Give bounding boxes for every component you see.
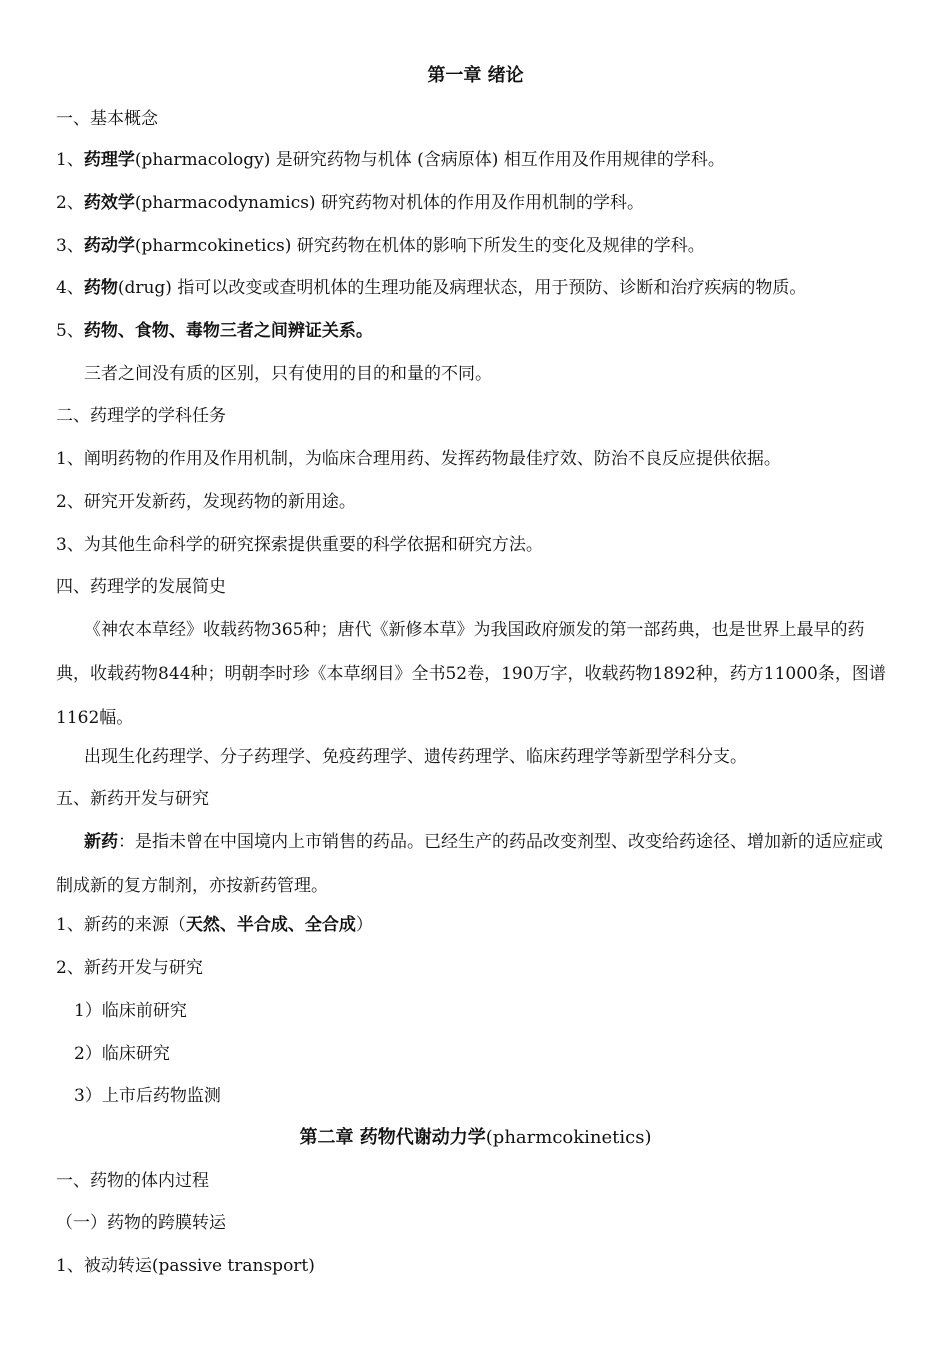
concept-5-num: 5、 — [56, 321, 84, 341]
concept-4-text: (drug) 指可以改变或查明机体的生理功能及病理状态，用于预防、诊断和治疗疾病的物质。 — [117, 278, 807, 298]
chapter-1-title: 第一章 绪论 — [427, 65, 524, 86]
section-5-heading: 五、新药开发与研究 — [56, 789, 209, 809]
new-drug-development-heading: 2、新药开发与研究 — [56, 958, 203, 978]
new-drug-term: 新药 — [84, 832, 118, 852]
concept-2-text: (pharmacodynamics) 研究药物对机体的作用及作用机制的学科。 — [134, 193, 644, 213]
chapter-2-title — [0, 1126, 951, 1150]
concept-5-term: 药物、食物、毒物三者之间辨证关系。 — [83, 321, 373, 341]
dev-step-2: 2）临床研究 — [74, 1044, 170, 1064]
concept-2 — [56, 192, 899, 214]
history-paragraph: 《神农本草经》收载药物365种；唐代《新修本草》为我国政府颁发的第一部药典，也是世界上最早的药典，收载药物844种；明朝李时珍《本草纲目》全书52卷，190万字，收载药物1892种，药方11000条，图谱1162幅。 — [56, 620, 886, 728]
new-drug-source — [56, 914, 899, 936]
ch2-section-1-heading: 一、药物的体内过程 — [56, 1171, 209, 1191]
chapter-2-title-en: (pharmcokinetics) — [485, 1127, 652, 1148]
concept-3-term: 药动学 — [83, 236, 135, 256]
concept-1 — [56, 149, 899, 171]
task-1: 1、阐明药物的作用及作用机制，为临床合理用药、发挥药物最佳疗效、防治不良反应提供依据。 — [56, 449, 781, 469]
dev-step-1: 1）临床前研究 — [74, 1001, 187, 1021]
concept-3-num: 3、 — [56, 236, 84, 256]
new-drug-text: ：是指未曾在中国境内上市销售的药品。已经生产的药品改变剂型、改变给药途径、增加新的适应症或制成新的复方制剂，亦按新药管理。 — [56, 832, 883, 896]
concept-5 — [56, 320, 899, 342]
ch2-item-1: 1、被动转运(passive transport) — [56, 1256, 315, 1276]
section-4-heading: 四、药理学的发展简史 — [56, 577, 226, 597]
concept-4-num: 4、 — [56, 278, 84, 298]
ch2-subsection-1: （一）药物的跨膜转运 — [56, 1213, 226, 1233]
concept-4-term: 药物 — [83, 278, 118, 298]
concept-2-term: 药效学 — [83, 193, 135, 213]
concept-5-body: 三者之间没有质的区别，只有使用的目的和量的不同。 — [84, 364, 492, 384]
dev-step-3: 3）上市后药物监测 — [74, 1086, 221, 1106]
concept-2-num: 2、 — [56, 193, 84, 213]
concept-1-text: (pharmacology) 是研究药物与机体 (含病原体) 相互作用及作用规律的学科。 — [134, 150, 725, 170]
new-drug-source-prefix: 1、新药的来源（ — [56, 915, 186, 935]
new-drug-source-suffix: ） — [355, 915, 373, 935]
section-1-heading: 一、基本概念 — [56, 109, 158, 129]
new-drug-definition — [56, 820, 896, 908]
chapter-2-title-cn: 第二章 药物代谢动力学 — [299, 1127, 486, 1148]
concept-1-term: 药理学 — [83, 150, 135, 170]
new-drug-source-types: 天然、半合成、全合成 — [185, 915, 356, 935]
task-3: 3、为其他生命科学的研究探索提供重要的科学依据和研究方法。 — [56, 535, 543, 555]
concept-4 — [56, 277, 899, 299]
concept-3 — [56, 235, 899, 257]
concept-3-text: (pharmcokinetics) 研究药物在机体的影响下所发生的变化及规律的学科。 — [134, 236, 705, 256]
concept-1-num: 1、 — [56, 150, 84, 170]
task-2: 2、研究开发新药，发现药物的新用途。 — [56, 492, 356, 512]
section-2-heading: 二、药理学的学科任务 — [56, 406, 226, 426]
modern-branches: 出现生化药理学、分子药理学、免疫药理学、遗传药理学、临床药理学等新型学科分支。 — [84, 747, 747, 767]
